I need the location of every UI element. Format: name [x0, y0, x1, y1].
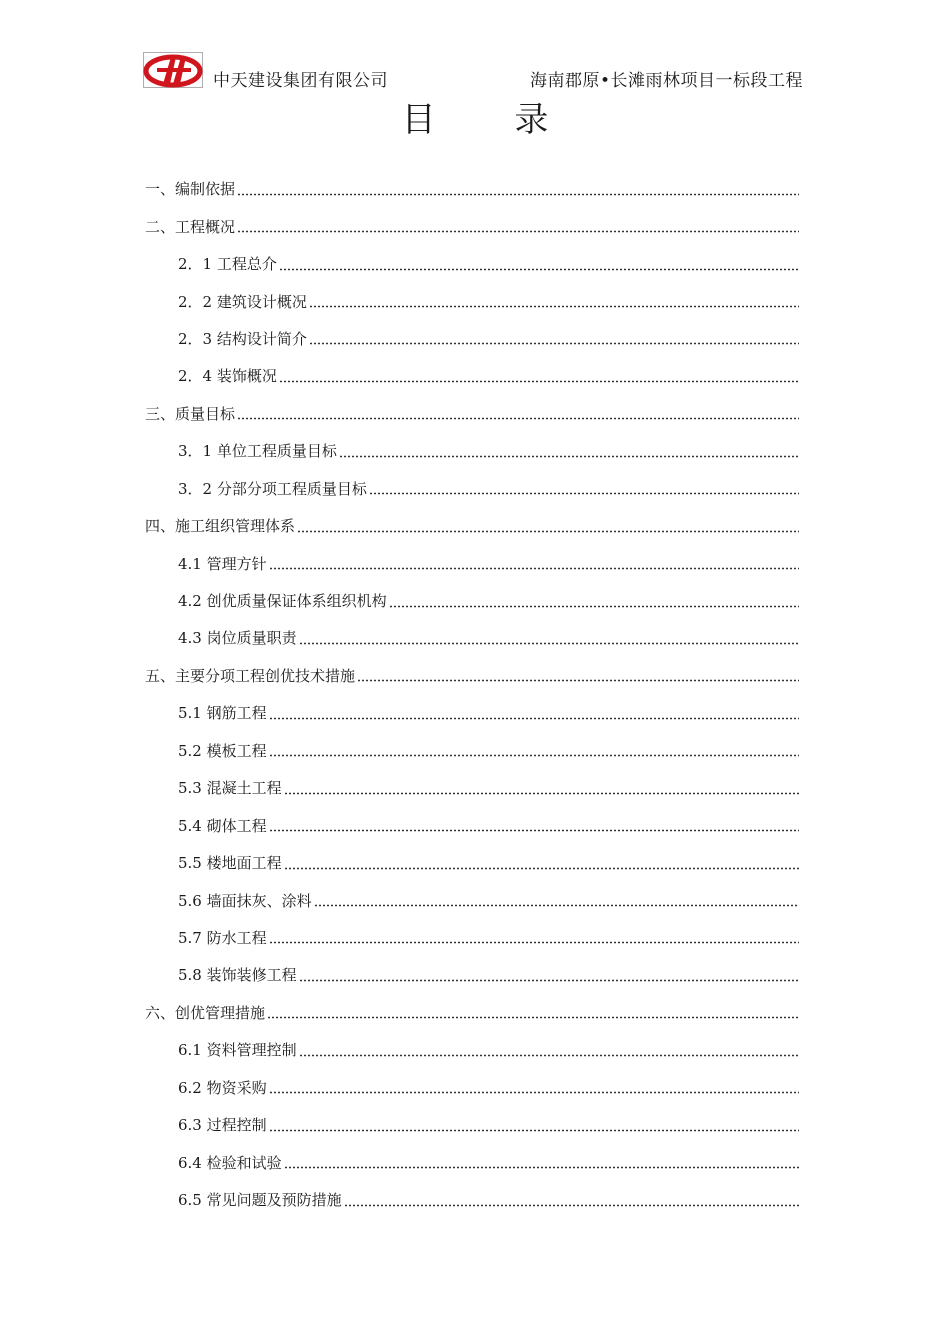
toc-subentry[interactable]: [145, 357, 805, 394]
toc-entry-label: 2．1 工程总介: [178, 255, 277, 274]
dot-leader: [269, 818, 799, 832]
toc-entry-label: 5.5 楼地面工程: [178, 854, 282, 873]
dot-leader: [279, 257, 799, 271]
toc-entry-label: 5.1 钢筋工程: [178, 704, 267, 723]
dot-leader: [279, 369, 799, 383]
toc-entry-label: 二、工程概况: [145, 217, 236, 236]
toc-subentry[interactable]: [145, 1143, 805, 1180]
dot-leader: [269, 1118, 799, 1132]
toc-subentry[interactable]: [145, 769, 805, 806]
dot-leader: [237, 219, 799, 233]
company-logo: [143, 52, 203, 88]
toc-subentry[interactable]: [145, 282, 805, 319]
toc-entry-label: 6.1 资料管理控制: [178, 1041, 297, 1060]
toc-entry-label: 六、创优管理措施: [145, 1003, 266, 1022]
toc-entry[interactable]: [145, 395, 805, 432]
toc-subentry[interactable]: [145, 732, 805, 769]
dot-leader: [309, 294, 799, 308]
toc-subentry[interactable]: [145, 432, 805, 469]
toc-entry-label: 5.7 防水工程: [178, 928, 267, 947]
toc-subentry[interactable]: [145, 844, 805, 881]
toc-entry-label: 4.3 岗位质量职责: [178, 629, 297, 648]
page-header: [143, 52, 803, 92]
dot-leader: [309, 331, 799, 345]
toc-subentry[interactable]: [145, 1069, 805, 1106]
toc-entry-label: 一、编制依据: [145, 180, 236, 199]
toc-subentry[interactable]: [145, 881, 805, 918]
toc-entry[interactable]: [145, 657, 805, 694]
toc-entry[interactable]: [145, 170, 805, 207]
toc-subentry[interactable]: [145, 1031, 805, 1068]
toc-subentry[interactable]: [145, 1181, 805, 1218]
toc-subentry[interactable]: [145, 245, 805, 282]
toc-subentry[interactable]: [145, 806, 805, 843]
toc-entry-label: 2．2 建筑设计概况: [178, 292, 307, 311]
toc-entry-label: 2．4 装饰概况: [178, 367, 277, 386]
dot-leader: [339, 444, 799, 458]
dot-leader: [267, 1005, 799, 1019]
dot-leader: [269, 743, 799, 757]
toc-subentry[interactable]: [145, 694, 805, 731]
toc-subentry[interactable]: [145, 544, 805, 581]
dot-leader: [297, 519, 799, 533]
toc-entry-label: 5.8 装饰装修工程: [178, 966, 297, 985]
toc-subentry[interactable]: [145, 470, 805, 507]
dot-leader: [237, 406, 799, 420]
dot-leader: [299, 631, 799, 645]
dot-leader: [344, 1193, 799, 1207]
toc-entry-label: 3．1 单位工程质量目标: [178, 442, 337, 461]
dot-leader: [369, 481, 799, 495]
dot-leader: [389, 594, 799, 608]
toc-entry[interactable]: [145, 507, 805, 544]
dot-leader: [269, 556, 799, 570]
toc-entry-label: 3．2 分部分项工程质量目标: [178, 479, 367, 498]
toc-subentry[interactable]: [145, 619, 805, 656]
toc-subentry[interactable]: [145, 320, 805, 357]
dot-leader: [284, 1155, 799, 1169]
dot-leader: [237, 182, 799, 196]
toc-entry[interactable]: [145, 994, 805, 1031]
dot-leader: [269, 1080, 799, 1094]
toc-entry-label: 5.4 砌体工程: [178, 816, 267, 835]
toc-entry-label: 五、主要分项工程创优技术措施: [145, 666, 356, 685]
dot-leader: [314, 893, 799, 907]
toc-entry-label: 三、质量目标: [145, 404, 236, 423]
dot-leader: [284, 781, 799, 795]
table-of-contents: [145, 170, 805, 1218]
company-name: 中天建设集团有限公司: [213, 71, 388, 91]
toc-entry-label: 5.6 墙面抹灰、涂料: [178, 891, 312, 910]
dot-leader: [357, 668, 799, 682]
toc-entry-label: 6.2 物资采购: [178, 1078, 267, 1097]
toc-entry-label: 6.5 常见问题及预防措施: [178, 1191, 342, 1210]
toc-entry-label: 5.3 混凝土工程: [178, 779, 282, 798]
dot-leader: [299, 1043, 799, 1057]
toc-entry-label: 4.1 管理方针: [178, 554, 267, 573]
toc-subentry[interactable]: [145, 1106, 805, 1143]
toc-subentry[interactable]: [145, 582, 805, 619]
toc-entry-label: 2．3 结构设计简介: [178, 329, 307, 348]
dot-leader: [269, 930, 799, 944]
project-name: 海南郡原•长滩雨林项目一标段工程: [529, 71, 803, 91]
page-title: 目 录: [401, 100, 583, 140]
toc-entry[interactable]: [145, 207, 805, 244]
toc-subentry[interactable]: [145, 956, 805, 993]
toc-entry-label: 6.4 检验和试验: [178, 1153, 282, 1172]
toc-entry-label: 5.2 模板工程: [178, 741, 267, 760]
toc-entry-label: 4.2 创优质量保证体系组织机构: [178, 592, 387, 611]
toc-entry-label: 四、施工组织管理体系: [145, 517, 296, 536]
toc-entry-label: 6.3 过程控制: [178, 1116, 267, 1135]
dot-leader: [299, 968, 799, 982]
dot-leader: [269, 706, 799, 720]
toc-subentry[interactable]: [145, 919, 805, 956]
dot-leader: [284, 856, 799, 870]
